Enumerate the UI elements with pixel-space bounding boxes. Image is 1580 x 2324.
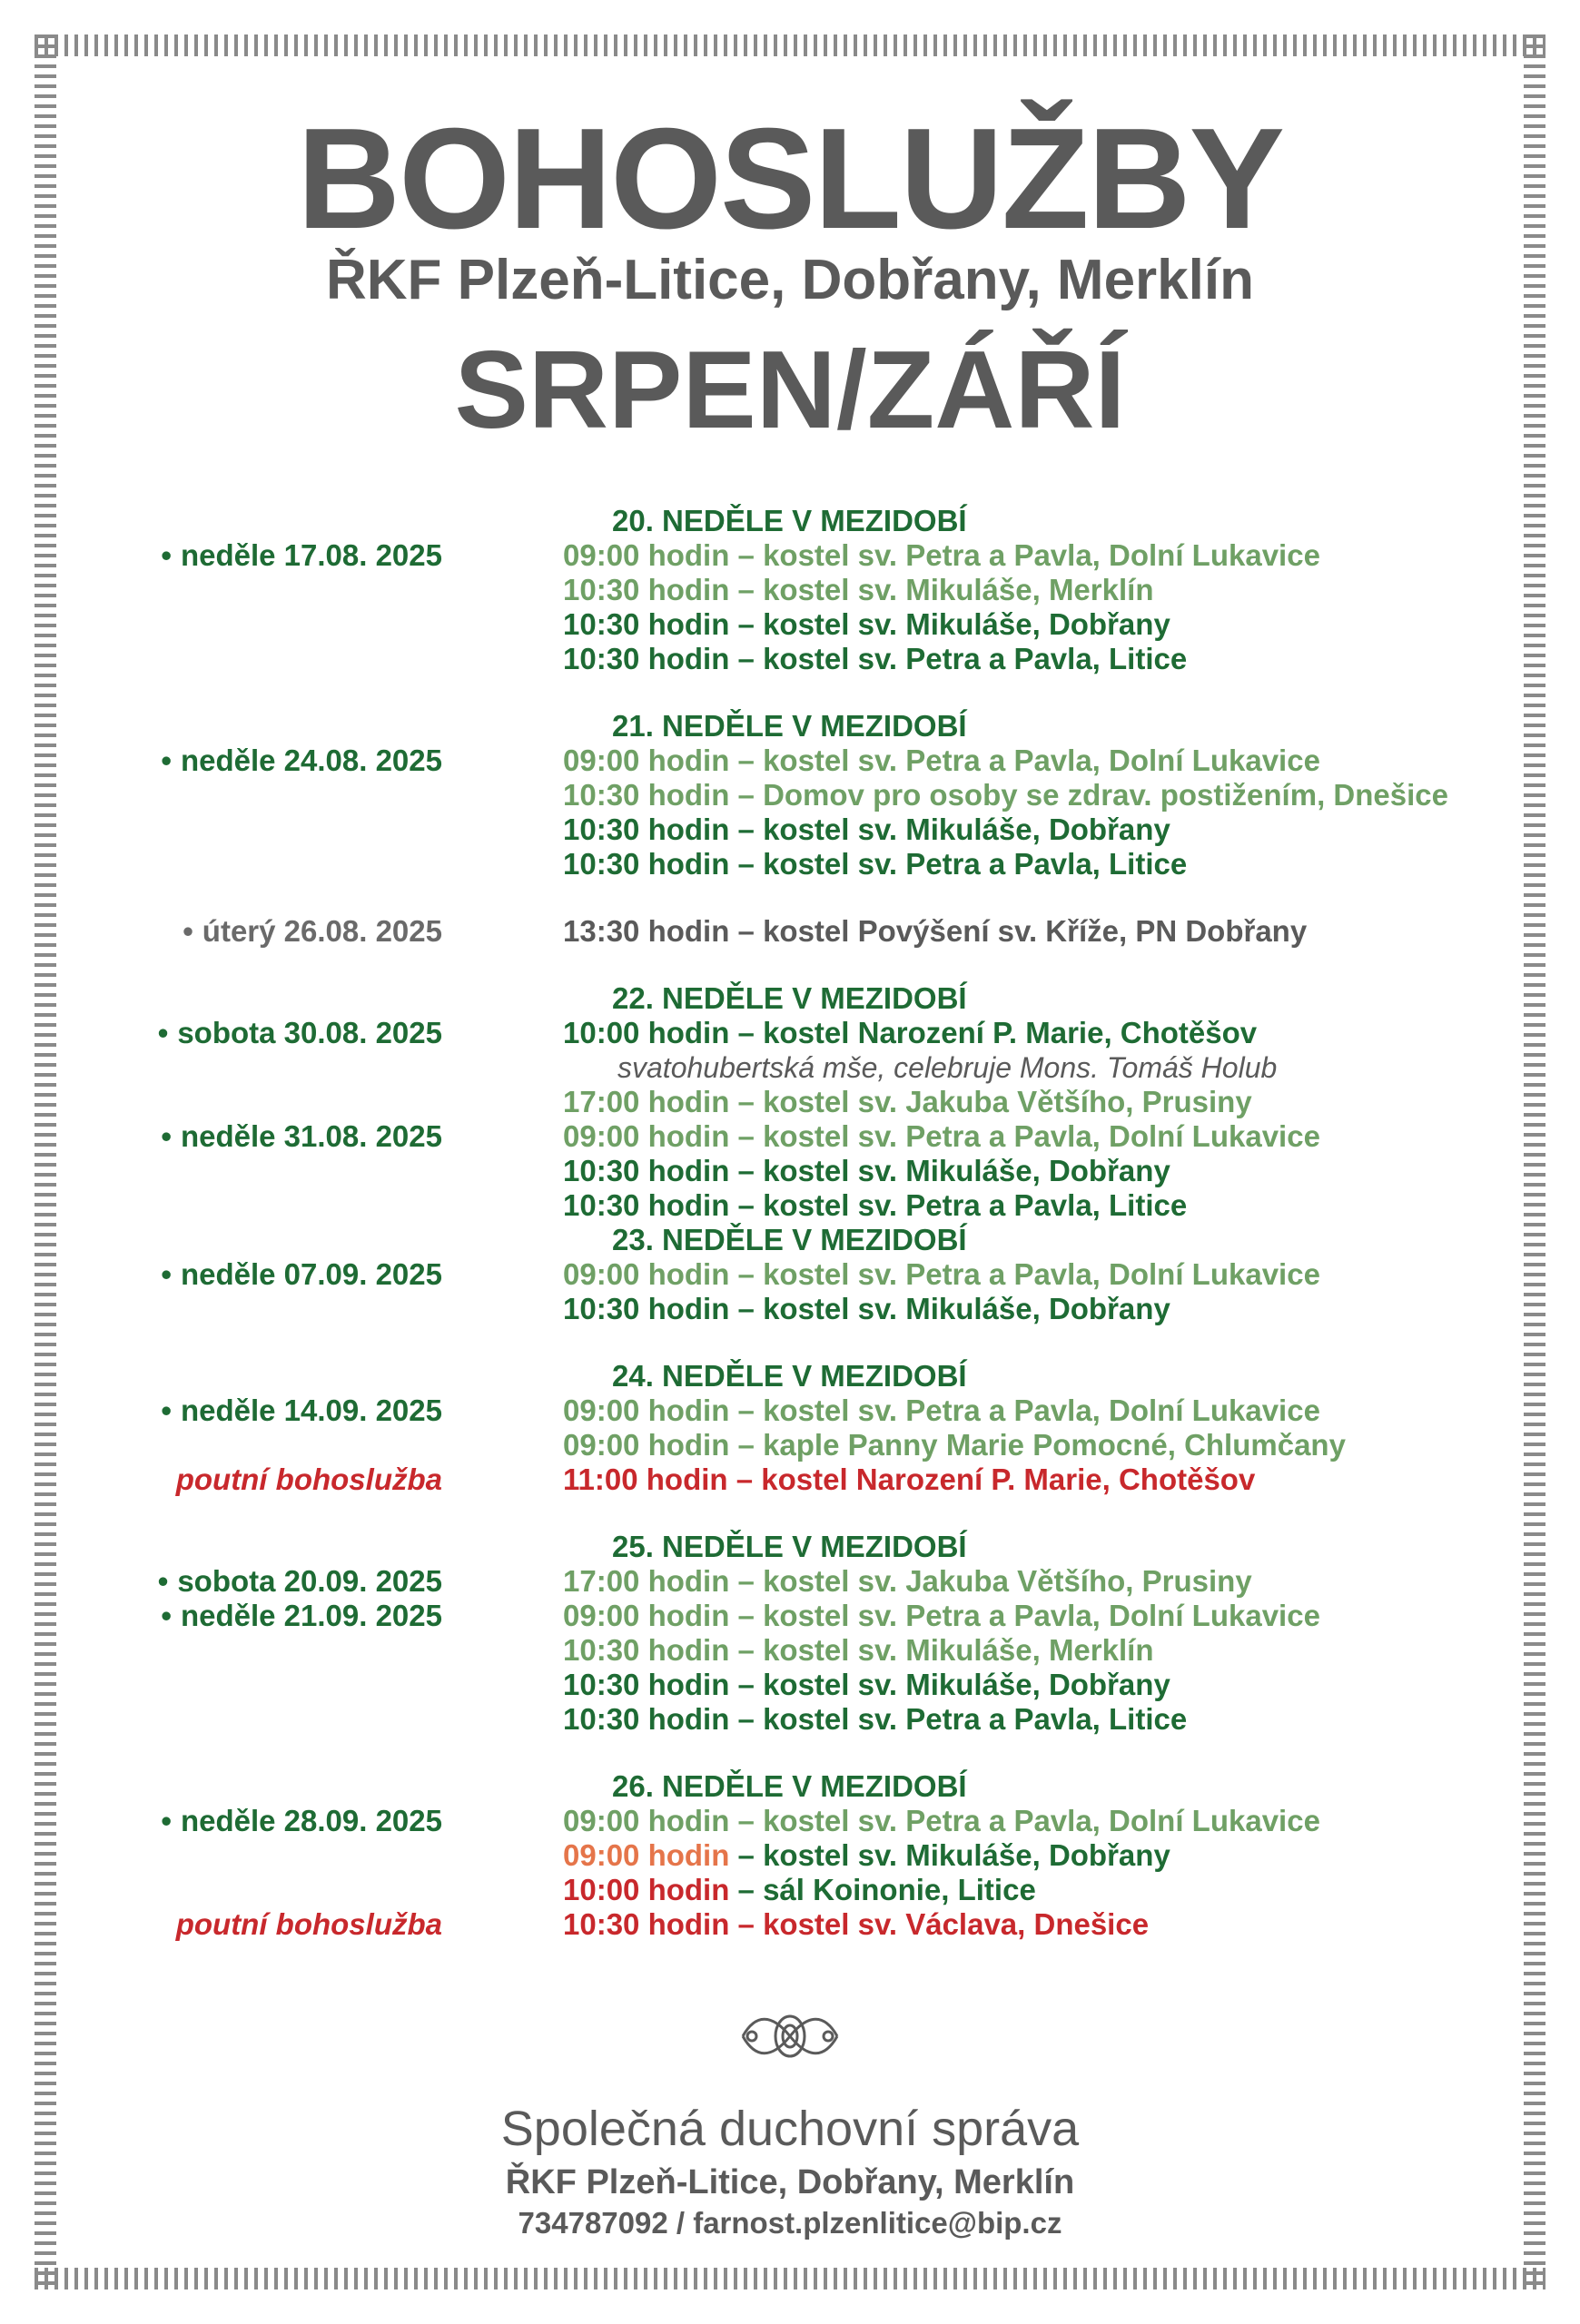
service-row — [0, 914, 1580, 949]
service-place: – kostel sv. Mikuláše, Merklín — [737, 1633, 1154, 1667]
bullet-icon: • — [161, 1257, 172, 1291]
ornament-knot-icon — [736, 2004, 844, 2068]
service-time: 10:30 hodin — [563, 607, 730, 641]
service-place: – kostel Narození P. Marie, Chotěšov — [736, 1462, 1256, 1496]
service-date-text: poutní bohoslužba — [175, 1907, 442, 1941]
page-title: BOHOSLUŽBY — [297, 99, 1283, 259]
service-detail — [563, 743, 1320, 778]
service-time: 09:00 hodin — [563, 1257, 730, 1291]
service-time: 10:30 hodin — [563, 1702, 730, 1736]
service-place: – kostel sv. Petra a Pavla, Dolní Lukavice — [737, 1804, 1320, 1837]
service-time: 09:00 hodin — [563, 1804, 730, 1837]
service-date — [161, 1804, 442, 1838]
service-date — [161, 538, 442, 573]
pilgrimage-label — [176, 1907, 442, 1942]
service-date — [183, 914, 442, 949]
bullet-icon: • — [183, 914, 193, 948]
service-place: – kostel sv. Petra a Pavla, Dolní Lukavice — [737, 1393, 1320, 1427]
sunday-heading-text: 26. NEDĚLE V MEZIDOBÍ — [612, 1769, 967, 1803]
service-date-text: neděle 24.08. 2025 — [180, 743, 442, 777]
service-time: 13:30 hodin — [563, 914, 730, 948]
service-row — [0, 1564, 1580, 1599]
service-place: – kostel sv. Václava, Dnešice — [737, 1907, 1150, 1941]
service-detail — [563, 1564, 1252, 1599]
sunday-heading — [0, 981, 1580, 1016]
service-time: 17:00 hodin — [563, 1564, 730, 1598]
service-date — [161, 1257, 442, 1292]
service-detail — [563, 778, 1448, 812]
service-detail — [563, 812, 1170, 847]
service-time: 11:00 hodin — [563, 1462, 728, 1496]
service-row — [0, 1428, 1580, 1462]
service-row — [0, 812, 1580, 847]
service-row — [0, 1016, 1580, 1050]
service-place: – kostel sv. Petra a Pavla, Litice — [737, 1702, 1188, 1736]
service-row — [0, 1633, 1580, 1668]
month-heading: SRPEN/ZÁŘÍ — [454, 328, 1126, 451]
service-time: 09:00 hodin — [563, 743, 730, 777]
service-row — [0, 1154, 1580, 1188]
service-time: 10:00 hodin — [563, 1873, 730, 1906]
service-place: – kostel sv. Petra a Pavla, Litice — [737, 1188, 1188, 1222]
service-detail — [563, 1462, 1255, 1497]
border-bottom — [35, 2268, 1545, 2290]
service-row — [0, 1668, 1580, 1702]
service-date — [161, 743, 442, 778]
service-row — [0, 1873, 1580, 1907]
service-detail — [563, 1873, 1036, 1907]
service-note-text: svatohubertská mše, celebruje Mons. Tomáš Holub — [617, 1051, 1278, 1084]
service-place: – kostel sv. Jakuba Většího, Prusiny — [737, 1085, 1252, 1118]
service-detail — [563, 538, 1320, 573]
pilgrimage-label — [176, 1462, 442, 1497]
service-date-text: neděle 07.09. 2025 — [180, 1257, 442, 1291]
service-place: – kostel sv. Mikuláše, Dobřany — [737, 812, 1170, 846]
service-date-text: sobota 30.08. 2025 — [177, 1016, 442, 1049]
sunday-heading — [0, 1530, 1580, 1564]
service-place: – kostel sv. Petra a Pavla, Dolní Lukavice — [737, 1599, 1320, 1632]
sunday-heading-text: 23. NEDĚLE V MEZIDOBÍ — [612, 1223, 967, 1256]
service-row — [0, 847, 1580, 881]
service-row — [0, 1907, 1580, 1942]
service-place: – kostel sv. Mikuláše, Dobřany — [737, 1668, 1170, 1701]
service-time: 09:00 hodin — [563, 1119, 730, 1153]
service-time: 10:00 hodin — [563, 1016, 730, 1049]
service-place: – kostel sv. Petra a Pavla, Litice — [737, 847, 1188, 881]
service-time: 10:30 hodin — [563, 1188, 730, 1222]
sunday-heading — [0, 1223, 1580, 1257]
service-time: 10:30 hodin — [563, 778, 730, 812]
service-detail — [563, 1154, 1170, 1188]
service-date-text: neděle 17.08. 2025 — [180, 538, 442, 572]
service-date-text: úterý 26.08. 2025 — [202, 914, 442, 948]
service-place: – kostel sv. Petra a Pavla, Litice — [737, 642, 1188, 675]
sunday-heading — [0, 1359, 1580, 1393]
service-place: – kostel sv. Mikuláše, Dobřany — [737, 1838, 1170, 1872]
service-row — [0, 1085, 1580, 1119]
service-date — [161, 1599, 442, 1633]
service-date — [158, 1564, 442, 1599]
service-row — [0, 1804, 1580, 1838]
service-time: 10:30 hodin — [563, 812, 730, 846]
footer-line1: Společná duchovní správa — [500, 2102, 1080, 2156]
service-detail — [563, 1257, 1320, 1292]
service-place: – kostel sv. Mikuláše, Dobřany — [737, 607, 1170, 641]
service-place: – kaple Panny Marie Pomocné, Chlumčany — [737, 1428, 1346, 1462]
service-detail — [563, 1016, 1257, 1050]
service-detail — [563, 914, 1307, 949]
sunday-heading-text: 22. NEDĚLE V MEZIDOBÍ — [612, 981, 967, 1015]
service-note — [0, 1050, 1580, 1085]
service-detail — [563, 1393, 1320, 1428]
service-place: – kostel sv. Petra a Pavla, Dolní Lukavice — [737, 1257, 1320, 1291]
service-date-text: neděle 21.09. 2025 — [180, 1599, 442, 1632]
service-time: 09:00 hodin — [563, 538, 730, 572]
sunday-heading-text: 21. NEDĚLE V MEZIDOBÍ — [612, 709, 967, 743]
service-time: 10:30 hodin — [563, 1154, 730, 1187]
service-time: 09:00 hodin — [563, 1838, 730, 1872]
service-place: – kostel sv. Petra a Pavla, Dolní Lukavice — [737, 538, 1320, 572]
service-time: 09:00 hodin — [563, 1428, 730, 1462]
service-row — [0, 607, 1580, 642]
service-detail — [563, 1428, 1346, 1462]
service-row — [0, 642, 1580, 676]
service-date-text: neděle 28.09. 2025 — [180, 1804, 442, 1837]
service-row — [0, 1702, 1580, 1737]
service-detail — [563, 573, 1153, 607]
footer-parishes — [0, 2165, 1580, 2200]
service-place: – sál Koinonie, Litice — [737, 1873, 1036, 1906]
service-row — [0, 573, 1580, 607]
service-date — [161, 1119, 442, 1154]
service-place: – kostel Povýšení sv. Kříže, PN Dobřany — [737, 914, 1308, 948]
service-detail — [563, 847, 1187, 881]
sunday-heading — [0, 1769, 1580, 1804]
service-detail — [563, 1633, 1153, 1668]
footer-line2: ŘKF Plzeň-Litice, Dobřany, Merklín — [505, 2163, 1075, 2201]
service-date-text: neděle 31.08. 2025 — [180, 1119, 442, 1153]
service-place: – kostel sv. Jakuba Většího, Prusiny — [737, 1564, 1252, 1598]
service-row — [0, 538, 1580, 573]
service-time: 09:00 hodin — [563, 1599, 730, 1632]
service-date — [161, 1393, 442, 1428]
service-row — [0, 743, 1580, 778]
service-time: 10:30 hodin — [563, 573, 730, 606]
service-place: – kostel sv. Mikuláše, Merklín — [737, 573, 1154, 606]
footer-line3: 734787092 / farnost.plzenlitice@bip.cz — [518, 2206, 1062, 2240]
sunday-heading — [0, 709, 1580, 743]
service-detail — [563, 1702, 1187, 1737]
service-place: – kostel sv. Mikuláše, Dobřany — [737, 1292, 1170, 1325]
service-place: – kostel sv. Petra a Pavla, Dolní Lukavice — [737, 1119, 1320, 1153]
service-place: – kostel sv. Mikuláše, Dobřany — [737, 1154, 1170, 1187]
service-row — [0, 1188, 1580, 1223]
service-time: 10:30 hodin — [563, 1668, 730, 1701]
bullet-icon: • — [161, 1804, 172, 1837]
service-time: 10:30 hodin — [563, 642, 730, 675]
parish-subtitle: ŘKF Plzeň-Litice, Dobřany, Merklín — [325, 249, 1254, 311]
service-detail — [563, 1188, 1187, 1223]
service-detail — [563, 1838, 1170, 1873]
service-time: 10:30 hodin — [563, 1907, 730, 1941]
sunday-heading-text: 25. NEDĚLE V MEZIDOBÍ — [612, 1530, 967, 1563]
service-date-text: neděle 14.09. 2025 — [180, 1393, 442, 1427]
service-time: 10:30 hodin — [563, 1292, 730, 1325]
bullet-icon: • — [161, 1599, 172, 1632]
sunday-heading — [0, 504, 1580, 538]
service-date-text: poutní bohoslužba — [175, 1462, 442, 1496]
service-row — [0, 1599, 1580, 1633]
service-row — [0, 1393, 1580, 1428]
sunday-heading-text: 24. NEDĚLE V MEZIDOBÍ — [612, 1359, 967, 1393]
service-date — [158, 1016, 442, 1050]
footer-organization — [0, 2102, 1580, 2156]
service-detail — [563, 642, 1187, 676]
service-time: 10:30 hodin — [563, 1633, 730, 1667]
service-detail — [563, 1085, 1252, 1119]
service-detail — [563, 1599, 1320, 1633]
bullet-icon: • — [161, 538, 172, 572]
bullet-icon: • — [161, 1119, 172, 1153]
service-place: – Domov pro osoby se zdrav. postižením, Dnešice — [737, 778, 1448, 812]
service-row — [0, 1257, 1580, 1292]
service-row — [0, 778, 1580, 812]
service-time: 10:30 hodin — [563, 847, 730, 881]
service-row — [0, 1838, 1580, 1873]
service-detail — [563, 1119, 1320, 1154]
service-detail — [563, 607, 1170, 642]
service-detail — [563, 1668, 1170, 1702]
service-row — [0, 1462, 1580, 1497]
service-date-text: sobota 20.09. 2025 — [177, 1564, 442, 1598]
bullet-icon: • — [157, 1564, 169, 1598]
service-time: 17:00 hodin — [563, 1085, 730, 1118]
sunday-heading-text: 20. NEDĚLE V MEZIDOBÍ — [612, 504, 967, 537]
service-detail — [563, 1907, 1149, 1942]
bullet-icon: • — [157, 1016, 169, 1049]
service-detail — [563, 1804, 1320, 1838]
bullet-icon: • — [161, 1393, 172, 1427]
service-place: – kostel sv. Petra a Pavla, Dolní Lukavice — [737, 743, 1320, 777]
service-place: – kostel Narození P. Marie, Chotěšov — [737, 1016, 1258, 1049]
service-time: 09:00 hodin — [563, 1393, 730, 1427]
footer-contact — [0, 2208, 1580, 2238]
service-row — [0, 1292, 1580, 1326]
bullet-icon: • — [161, 743, 172, 777]
service-detail — [563, 1292, 1170, 1326]
service-row — [0, 1119, 1580, 1154]
